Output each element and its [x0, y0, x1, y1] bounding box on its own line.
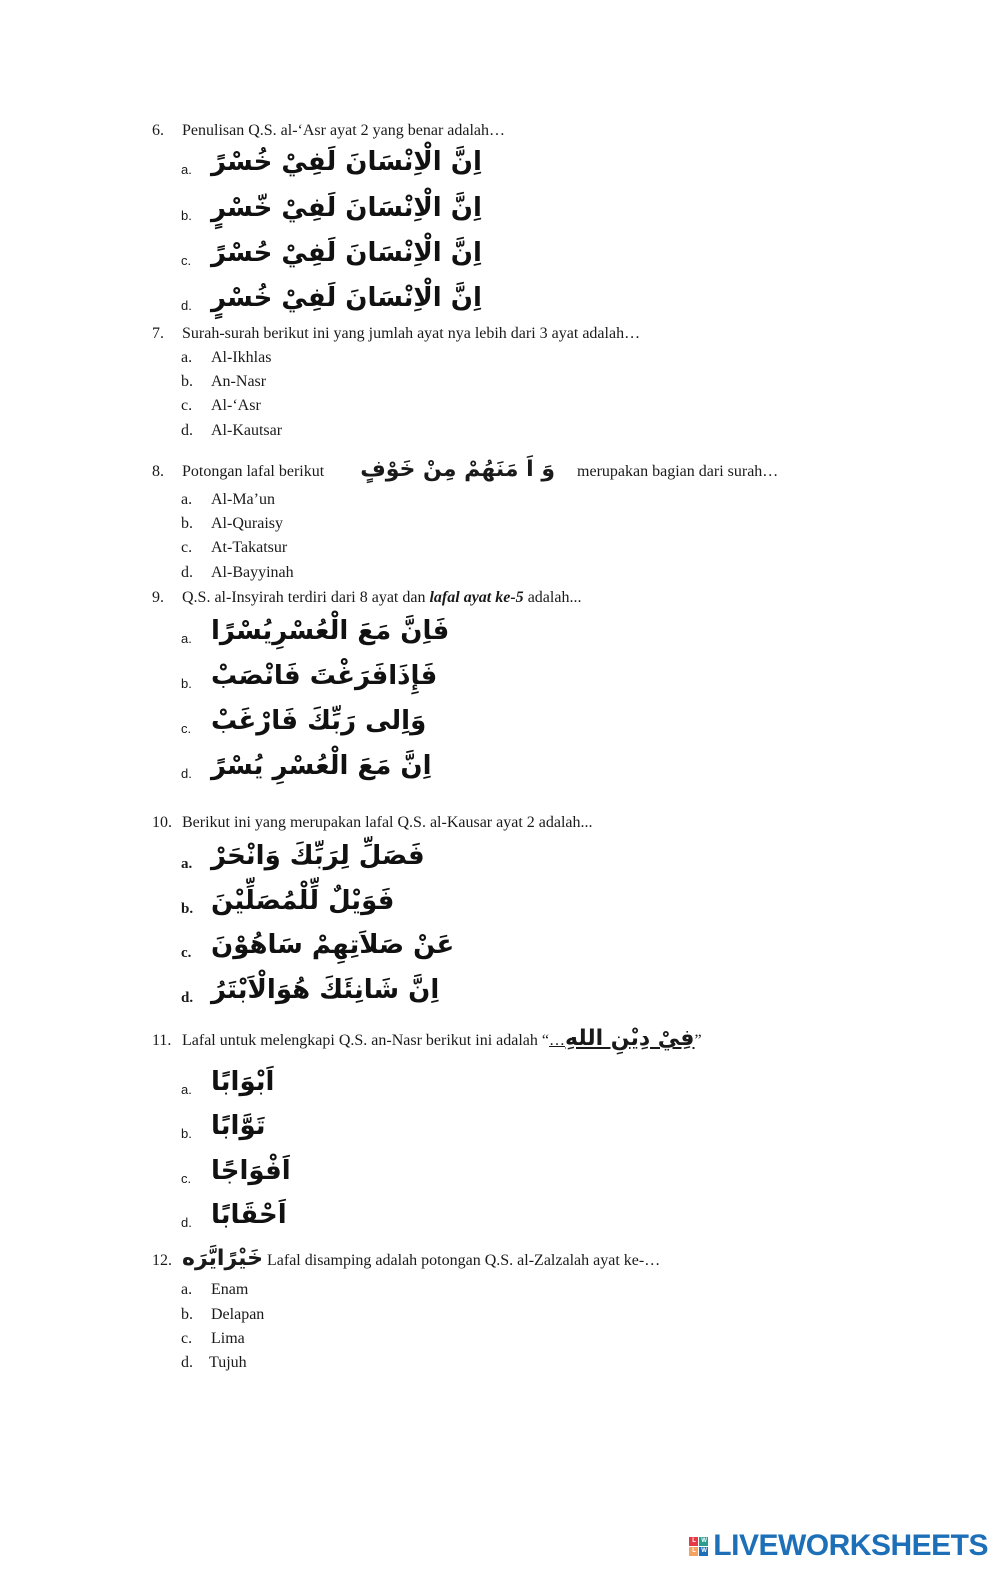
option-letter: d. [181, 990, 194, 1006]
liveworksheets-logo-mark [689, 1537, 708, 1556]
question-number: 7. [152, 325, 164, 342]
question-8 [152, 458, 778, 484]
option-text: Enam [211, 1281, 249, 1298]
option-text: At-Takatsur [211, 539, 288, 556]
question-number: 12. [152, 1252, 172, 1269]
question-number: 11. [152, 1032, 172, 1049]
option-arabic: اِنَّ الْاِنْسَانَ لَفِيْ خّسْرٍ [211, 193, 482, 223]
option-letter: b. [181, 515, 193, 532]
option-letter: c. [181, 1330, 193, 1347]
option-arabic: فَوَيْلٌ لِّلْمُصَلِّيْنَ [211, 886, 395, 916]
option-letter: c. [181, 397, 193, 414]
option-letter: b. [181, 901, 194, 917]
logo-mark-cell: L [689, 1547, 698, 1556]
option-arabic: اِنَّ الْاِنْسَانَ لَفِيْ خُسْرٍ [211, 283, 482, 313]
question-text-before: Potongan lafal berikut [182, 463, 325, 480]
option-letter: c. [181, 1171, 192, 1186]
option-letter: d. [181, 1354, 193, 1371]
option-letter: a. [181, 1281, 193, 1298]
option-arabic: اَحْقَابًا [211, 1200, 287, 1230]
option-letter: a. [181, 856, 193, 872]
option-text: Tujuh [209, 1354, 247, 1371]
question-text-after: ” [694, 1032, 702, 1049]
liveworksheets-logo [689, 1529, 988, 1563]
question-text-after: adalah... [523, 589, 582, 606]
option-arabic: اِنَّ الْاِنْسَانَ لَفِيْ حُسْرً [211, 238, 482, 268]
question-11 [152, 1024, 702, 1056]
option-text: Al-Bayyinah [211, 564, 294, 581]
question-text-before: Q.S. al-Insyirah terdiri dari 8 ayat dan [182, 589, 430, 606]
option-arabic: اِنَّ مَعَ الْعُسْرِ يُسْرً [211, 751, 432, 781]
option-letter: b. [181, 1126, 192, 1141]
option-text: Al-Ma’un [211, 491, 275, 508]
option-12d[interactable] [181, 1353, 247, 1373]
option-letter: c. [181, 721, 192, 736]
option-12c[interactable] [181, 1329, 245, 1349]
question-text-after: merupakan bagian dari surah… [577, 463, 779, 480]
option-letter: d. [181, 1215, 192, 1230]
question-text: Surah-surah berikut ini yang jumlah ayat nya lebih dari 3 ayat adalah… [182, 325, 641, 342]
option-7d[interactable] [181, 421, 282, 441]
option-8c[interactable] [181, 538, 287, 558]
question-arabic: فِيْ دِيْنِ اللهِ [565, 1026, 695, 1051]
option-8a[interactable] [181, 490, 275, 510]
option-text: Delapan [211, 1306, 265, 1323]
option-text: Al-Quraisy [211, 515, 283, 532]
option-12a[interactable] [181, 1280, 248, 1300]
option-arabic: اَفْوَاجًا [211, 1156, 291, 1186]
option-letter: a. [181, 491, 193, 508]
option-text: Al-Ikhlas [211, 349, 272, 366]
option-letter: d. [181, 298, 192, 313]
question-7 [152, 324, 640, 344]
question-text-emphasis: lafal ayat ke-5 [429, 589, 524, 606]
option-letter: d. [181, 766, 192, 781]
option-arabic: وَاِلى رَبِّكَ فَارْغَبْ [211, 706, 427, 736]
option-letter: a. [181, 162, 192, 177]
option-letter: a. [181, 631, 192, 646]
option-8b[interactable] [181, 514, 283, 534]
question-arabic: خَيْرًايَّرَه [182, 1246, 263, 1271]
option-letter: b. [181, 1306, 193, 1323]
option-arabic: فَاِنَّ مَعَ الْعُسْرِيُسْرًا [211, 616, 450, 646]
question-number: 9. [152, 589, 164, 606]
question-number: 6. [152, 122, 164, 139]
option-letter: b. [181, 373, 193, 390]
liveworksheets-wordmark: LIVEWORKSHEETS [713, 1529, 988, 1562]
option-letter: c. [181, 945, 192, 961]
option-8d[interactable] [181, 563, 294, 583]
option-7b[interactable] [181, 372, 266, 392]
question-12 [152, 1244, 660, 1276]
option-arabic: فَإِذَافَرَغْتَ فَانْصَبْ [211, 661, 438, 691]
option-letter: a. [181, 1082, 192, 1097]
option-letter: c. [181, 253, 192, 268]
option-text: Lima [211, 1330, 245, 1347]
option-arabic: اَبْوَابًا [211, 1067, 275, 1097]
option-letter: b. [181, 676, 192, 691]
option-text: Al-Kautsar [211, 422, 283, 439]
question-arabic: وَ اَ مَنَهُمْ مِنْ خَوْفٍ [360, 457, 556, 482]
option-arabic: تَوَّابًا [211, 1111, 266, 1141]
question-10 [152, 813, 593, 833]
question-text: Lafal disamping adalah potongan Q.S. al-Zalzalah ayat ke-… [267, 1252, 661, 1269]
answer-blank[interactable]: … [549, 1032, 565, 1049]
option-arabic: اِنَّ شَانِئَكَ هُوَالْاَبْتَرُ [211, 975, 440, 1005]
option-text: Al-‘Asr [211, 397, 261, 414]
question-6 [152, 121, 505, 141]
option-arabic: عَنْ صَلاَتِهِمْ سَاهُوْنَ [211, 930, 455, 960]
question-text-before: Lafal untuk melengkapi Q.S. an-Nasr berikut ini adalah “ [182, 1032, 549, 1049]
option-letter: b. [181, 208, 192, 223]
option-7a[interactable] [181, 348, 271, 368]
option-arabic: فَصَلِّ لِرَبِّكَ وَانْحَرْ [211, 841, 425, 871]
question-9 [152, 588, 581, 608]
option-letter: a. [181, 349, 193, 366]
question-text: Berikut ini yang merupakan lafal Q.S. al-Kausar ayat 2 adalah... [182, 814, 593, 831]
option-text: An-Nasr [211, 373, 267, 390]
option-letter: d. [181, 422, 193, 439]
option-letter: d. [181, 564, 193, 581]
option-12b[interactable] [181, 1305, 264, 1325]
question-number: 8. [152, 463, 164, 480]
option-arabic: اِنَّ الْاِنْسَانَ لَفِيْ خُسْرً [211, 147, 482, 177]
question-text: Penulisan Q.S. al-‘Asr ayat 2 yang benar adalah… [182, 122, 506, 139]
option-7c[interactable] [181, 396, 261, 416]
logo-mark-cell: W [701, 1537, 707, 1544]
question-number: 10. [152, 814, 172, 831]
option-letter: c. [181, 539, 193, 556]
logo-mark-cell: W [701, 1547, 707, 1554]
logo-mark-cell: L [689, 1537, 698, 1546]
